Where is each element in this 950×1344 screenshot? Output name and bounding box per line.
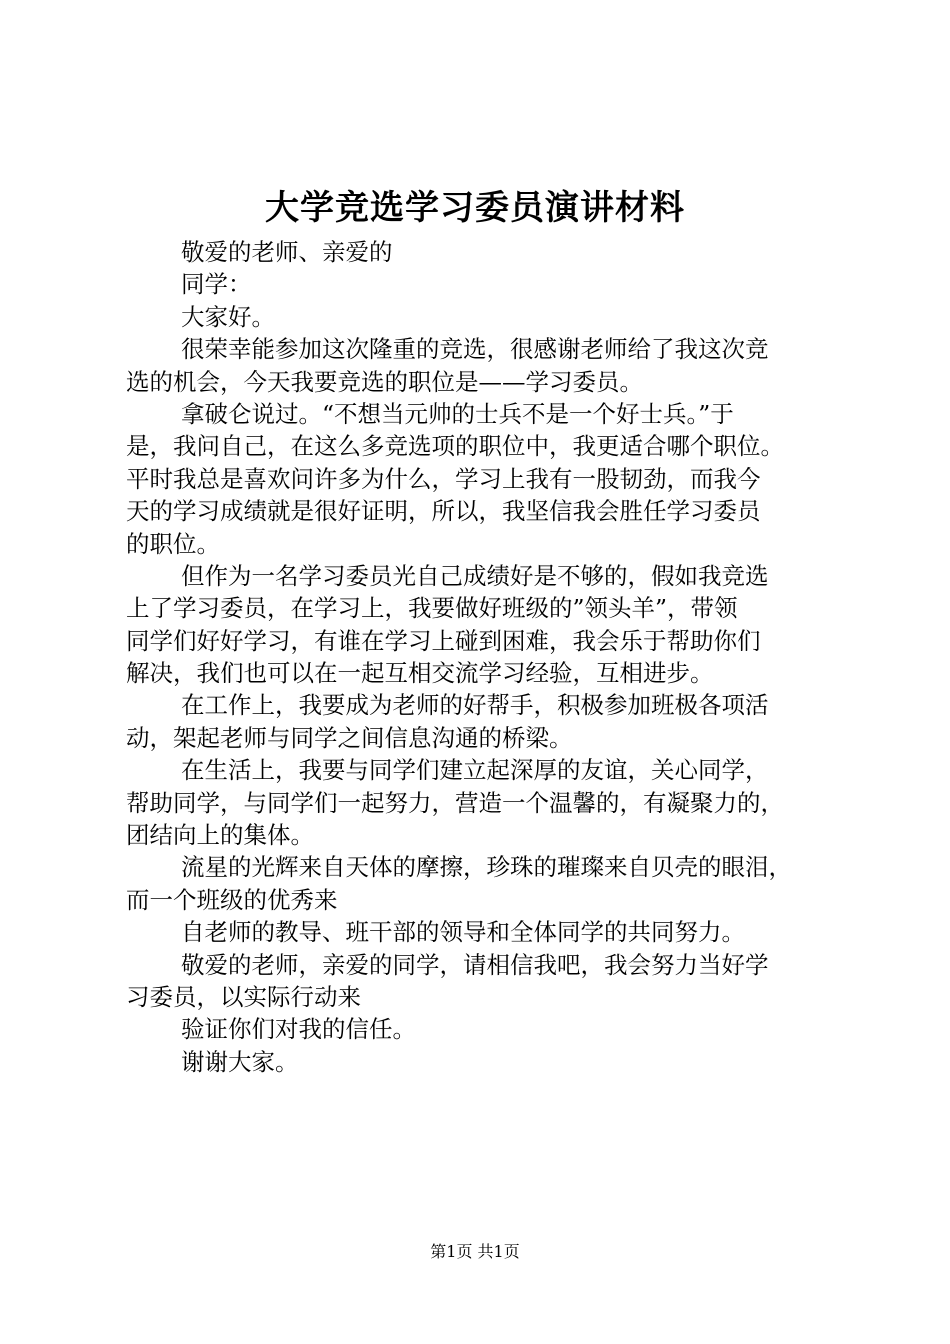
body-line: 团结向上的集体。 <box>126 821 314 850</box>
body-line: 敬爱的老师，亲爱的同学，请相信我吧，我会努力当好学 <box>181 950 769 979</box>
body-line: 动，架起老师与同学之间信息沟通的桥梁。 <box>126 723 573 752</box>
body-line: 选的机会，今天我要竞选的职位是——学习委员。 <box>126 367 643 396</box>
body-line: 而一个班级的优秀来 <box>126 885 338 914</box>
body-line: 习委员，以实际行动来 <box>126 982 361 1011</box>
body-line: 是，我问自己，在这么多竞选项的职位中，我更适合哪个职位。 <box>126 432 784 461</box>
body-line: 上了学习委员，在学习上，我要做好班级的”领头羊”，带领 <box>126 594 738 623</box>
document-body <box>126 236 836 1078</box>
body-line: 验证你们对我的信任。 <box>181 1015 416 1044</box>
body-line: 同学： <box>181 270 252 299</box>
body-line: 大家好。 <box>181 302 275 331</box>
body-line: 的职位。 <box>126 529 220 558</box>
body-line: 帮助同学，与同学们一起努力，营造一个温馨的，有凝聚力的， <box>126 788 784 817</box>
body-line: 解决，我们也可以在一起互相交流学习经验，互相进步。 <box>126 659 714 688</box>
body-line: 同学们好好学习，有谁在学习上碰到困难，我会乐于帮助你们 <box>126 626 761 655</box>
document-title: 大学竞选学习委员演讲材料 <box>265 188 685 228</box>
page-footer: 第1页 共1页 <box>430 1242 520 1261</box>
body-line: 平时我总是喜欢问许多为什么，学习上我有一股韧劲，而我今 <box>126 464 761 493</box>
body-line: 但作为一名学习委员光自己成绩好是不够的，假如我竞选 <box>181 561 769 590</box>
body-line: 在生活上，我要与同学们建立起深厚的友谊，关心同学， <box>181 756 769 785</box>
body-line: 天的学习成绩就是很好证明，所以，我坚信我会胜任学习委员 <box>126 497 761 526</box>
body-line: 自老师的教导、班干部的领导和全体同学的共同努力。 <box>181 918 745 947</box>
body-line: 在工作上，我要成为老师的好帮手，积极参加班极各项活 <box>181 691 769 720</box>
body-line: 很荣幸能参加这次隆重的竞选，很感谢老师给了我这次竞 <box>181 335 769 364</box>
body-line: 拿破仑说过。“不想当元帅的士兵不是一个好士兵。”于 <box>181 399 734 428</box>
body-line: 流星的光辉来自天体的摩擦，珍珠的璀璨来自贝壳的眼泪， <box>181 853 792 882</box>
body-line: 敬爱的老师、亲爱的 <box>181 238 393 266</box>
body-line: 谢谢大家。 <box>181 1047 299 1076</box>
